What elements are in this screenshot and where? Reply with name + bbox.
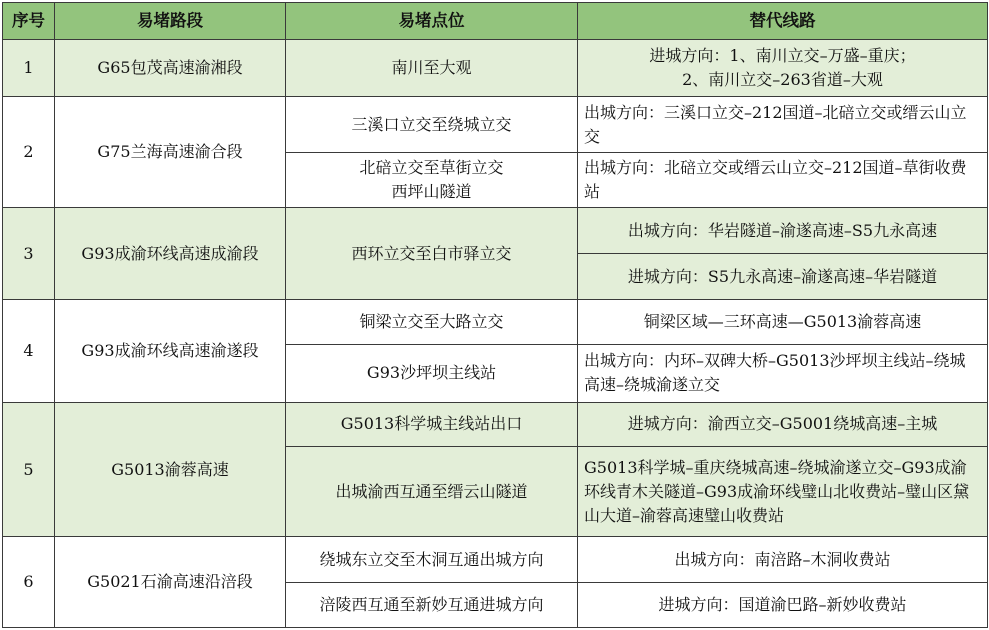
point-cell: 西环立交至白市驿立交	[286, 207, 578, 299]
header-no: 序号	[3, 3, 55, 40]
route-cell: 出城方向：华岩隧道–渝遂高速–S5九永高速	[578, 207, 988, 253]
row-number: 1	[3, 40, 55, 97]
congestion-table	[2, 2, 988, 628]
point-cell: 涪陵西互通至新妙互通进城方向	[286, 582, 578, 627]
point-cell: G5013科学城主线站出口	[286, 402, 578, 446]
point-cell: 绕城东立交至木洞互通出城方向	[286, 537, 578, 582]
segment-cell: G93成渝环线高速渝遂段	[55, 300, 286, 402]
table-row	[3, 40, 988, 97]
point-cell: 三溪口立交至绕城立交	[286, 97, 578, 152]
route-cell: G5013科学城–重庆绕城高速–绕城渝遂立交–G93成渝环线青木关隧道–G93成渝环线璧山北收费站–璧山区黛山大道–渝蓉高速璧山收费站	[578, 447, 988, 537]
row-number: 6	[3, 537, 55, 628]
route-cell: 进城方向：国道渝巴路–新妙收费站	[578, 582, 988, 627]
route-cell: 出城方向：三溪口立交–212国道–北碚立交或缙云山立交	[578, 97, 988, 152]
segment-cell: G5021石渝高速沿涪段	[55, 537, 286, 628]
table-row	[3, 97, 988, 152]
segment-cell: G75兰海高速渝合段	[55, 97, 286, 208]
route-cell: 铜梁区域—三环高速—G5013渝蓉高速	[578, 300, 988, 344]
point-cell: 出城渝西互通至缙云山隧道	[286, 447, 578, 537]
route-cell: 进城方向：S5九永高速–渝遂高速–华岩隧道	[578, 254, 988, 300]
route-cell: 出城方向：南涪路–木洞收费站	[578, 537, 988, 582]
table-row	[3, 537, 988, 582]
table-header-row	[3, 3, 988, 40]
route-cell: 进城方向：1、南川立交–万盛–重庆； 2、南川立交–263省道–大观	[578, 40, 988, 97]
header-routes: 替代线路	[578, 3, 988, 40]
route-cell: 进城方向：渝西立交–G5001绕城高速–主城	[578, 402, 988, 446]
point-cell: 南川至大观	[286, 40, 578, 97]
header-segment: 易堵路段	[55, 3, 286, 40]
row-number: 5	[3, 402, 55, 537]
table-row	[3, 207, 988, 253]
row-number: 3	[3, 207, 55, 299]
header-points: 易堵点位	[286, 3, 578, 40]
row-number: 2	[3, 97, 55, 208]
table-row	[3, 402, 988, 446]
point-cell: 铜梁立交至大路立交	[286, 300, 578, 344]
table-row	[3, 300, 988, 344]
point-cell: 北碚立交至草街立交 西坪山隧道	[286, 152, 578, 207]
route-cell: 出城方向：内环–双碑大桥–G5013沙坪坝主线站–绕城高速–绕城渝遂立交	[578, 344, 988, 402]
route-cell: 出城方向：北碚立交或缙云山立交–212国道–草街收费站	[578, 152, 988, 207]
segment-cell: G5013渝蓉高速	[55, 402, 286, 537]
segment-cell: G93成渝环线高速成渝段	[55, 207, 286, 299]
segment-cell: G65包茂高速渝湘段	[55, 40, 286, 97]
row-number: 4	[3, 300, 55, 402]
point-cell: G93沙坪坝主线站	[286, 344, 578, 402]
